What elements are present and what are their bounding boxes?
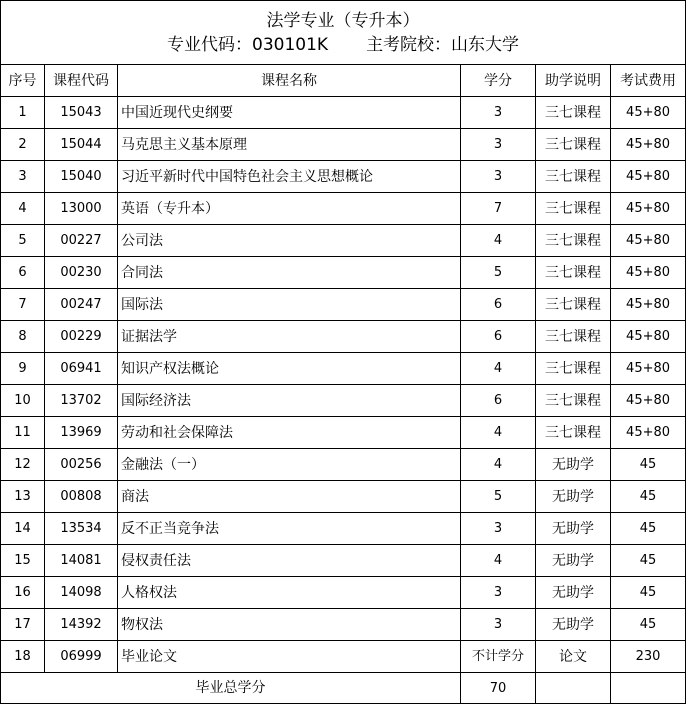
table-row bbox=[1, 513, 686, 545]
cell-seq: 18 bbox=[1, 641, 45, 673]
cell-code: 15044 bbox=[45, 129, 118, 161]
cell-seq: 14 bbox=[1, 513, 45, 545]
cell-code: 13534 bbox=[45, 513, 118, 545]
cell-note: 三七课程 bbox=[536, 257, 611, 289]
table-row bbox=[1, 289, 686, 321]
cell-credit: 3 bbox=[461, 161, 536, 193]
cell-fee: 45+80 bbox=[611, 257, 686, 289]
cell-fee: 45 bbox=[611, 481, 686, 513]
cell-note: 无助学 bbox=[536, 513, 611, 545]
cell-seq: 7 bbox=[1, 289, 45, 321]
cell-seq: 1 bbox=[1, 97, 45, 129]
cell-code: 00256 bbox=[45, 449, 118, 481]
header-code: 课程代码 bbox=[45, 65, 118, 97]
cell-note: 无助学 bbox=[536, 481, 611, 513]
cell-note: 三七课程 bbox=[536, 97, 611, 129]
cell-credit: 3 bbox=[461, 577, 536, 609]
cell-name: 反不正当竞争法 bbox=[118, 513, 461, 545]
cell-note: 三七课程 bbox=[536, 417, 611, 449]
cell-code: 13702 bbox=[45, 385, 118, 417]
cell-name: 马克思主义基本原理 bbox=[118, 129, 461, 161]
cell-credit: 6 bbox=[461, 385, 536, 417]
table-row bbox=[1, 321, 686, 353]
table-row bbox=[1, 353, 686, 385]
cell-fee: 45+80 bbox=[611, 353, 686, 385]
cell-name: 知识产权法概论 bbox=[118, 353, 461, 385]
cell-name: 侵权责任法 bbox=[118, 545, 461, 577]
table-row bbox=[1, 545, 686, 577]
table-row bbox=[1, 225, 686, 257]
cell-note: 三七课程 bbox=[536, 353, 611, 385]
major-code: 专业代码：030101K bbox=[167, 34, 329, 55]
cell-seq: 4 bbox=[1, 193, 45, 225]
cell-note: 三七课程 bbox=[536, 385, 611, 417]
cell-note: 无助学 bbox=[536, 545, 611, 577]
cell-fee: 45+80 bbox=[611, 289, 686, 321]
cell-code: 13000 bbox=[45, 193, 118, 225]
cell-fee: 45+80 bbox=[611, 129, 686, 161]
cell-code: 15043 bbox=[45, 97, 118, 129]
title-cell bbox=[1, 1, 686, 65]
cell-fee: 45 bbox=[611, 545, 686, 577]
header-row bbox=[1, 65, 686, 97]
total-value: 70 bbox=[461, 673, 536, 704]
cell-credit: 不计学分 bbox=[461, 641, 536, 673]
table-row bbox=[1, 481, 686, 513]
page-title: 法学专业（专升本） bbox=[266, 10, 420, 31]
cell-seq: 2 bbox=[1, 129, 45, 161]
cell-seq: 16 bbox=[1, 577, 45, 609]
cell-credit: 7 bbox=[461, 193, 536, 225]
cell-code: 00229 bbox=[45, 321, 118, 353]
cell-note: 三七课程 bbox=[536, 129, 611, 161]
cell-fee: 45+80 bbox=[611, 161, 686, 193]
cell-fee: 45 bbox=[611, 609, 686, 641]
header-fee: 考试费用 bbox=[611, 65, 686, 97]
empty-cell bbox=[611, 673, 686, 704]
empty-cell bbox=[536, 673, 611, 704]
table-row bbox=[1, 97, 686, 129]
cell-credit: 6 bbox=[461, 321, 536, 353]
cell-name: 公司法 bbox=[118, 225, 461, 257]
cell-fee: 230 bbox=[611, 641, 686, 673]
cell-name: 英语（专升本） bbox=[118, 193, 461, 225]
cell-credit: 4 bbox=[461, 225, 536, 257]
cell-seq: 8 bbox=[1, 321, 45, 353]
cell-code: 06999 bbox=[45, 641, 118, 673]
cell-credit: 4 bbox=[461, 417, 536, 449]
cell-fee: 45+80 bbox=[611, 417, 686, 449]
cell-name: 商法 bbox=[118, 481, 461, 513]
cell-code: 06941 bbox=[45, 353, 118, 385]
cell-code: 15040 bbox=[45, 161, 118, 193]
cell-credit: 3 bbox=[461, 129, 536, 161]
cell-name: 国际经济法 bbox=[118, 385, 461, 417]
cell-credit: 3 bbox=[461, 513, 536, 545]
cell-name: 合同法 bbox=[118, 257, 461, 289]
cell-name: 中国近现代史纲要 bbox=[118, 97, 461, 129]
cell-seq: 3 bbox=[1, 161, 45, 193]
cell-fee: 45+80 bbox=[611, 193, 686, 225]
cell-seq: 11 bbox=[1, 417, 45, 449]
cell-credit: 3 bbox=[461, 609, 536, 641]
cell-seq: 13 bbox=[1, 481, 45, 513]
cell-note: 无助学 bbox=[536, 609, 611, 641]
cell-code: 14081 bbox=[45, 545, 118, 577]
cell-note: 无助学 bbox=[536, 449, 611, 481]
cell-credit: 3 bbox=[461, 97, 536, 129]
cell-note: 三七课程 bbox=[536, 321, 611, 353]
cell-name: 金融法（一） bbox=[118, 449, 461, 481]
cell-name: 国际法 bbox=[118, 289, 461, 321]
cell-code: 00808 bbox=[45, 481, 118, 513]
table-row bbox=[1, 193, 686, 225]
total-label: 毕业总学分 bbox=[1, 673, 461, 704]
cell-code: 00227 bbox=[45, 225, 118, 257]
cell-fee: 45+80 bbox=[611, 385, 686, 417]
cell-fee: 45+80 bbox=[611, 97, 686, 129]
cell-name: 物权法 bbox=[118, 609, 461, 641]
cell-name: 人格权法 bbox=[118, 577, 461, 609]
cell-credit: 6 bbox=[461, 289, 536, 321]
cell-seq: 10 bbox=[1, 385, 45, 417]
cell-code: 13969 bbox=[45, 417, 118, 449]
table-row bbox=[1, 129, 686, 161]
table-row bbox=[1, 609, 686, 641]
table-row bbox=[1, 385, 686, 417]
table-row bbox=[1, 449, 686, 481]
cell-note: 无助学 bbox=[536, 577, 611, 609]
cell-seq: 6 bbox=[1, 257, 45, 289]
table-row bbox=[1, 257, 686, 289]
table-row bbox=[1, 577, 686, 609]
table-row bbox=[1, 641, 686, 673]
cell-code: 00247 bbox=[45, 289, 118, 321]
cell-credit: 4 bbox=[461, 449, 536, 481]
cell-name: 证据法学 bbox=[118, 321, 461, 353]
header-note: 助学说明 bbox=[536, 65, 611, 97]
cell-code: 00230 bbox=[45, 257, 118, 289]
table-row bbox=[1, 161, 686, 193]
table-row bbox=[1, 417, 686, 449]
cell-fee: 45+80 bbox=[611, 225, 686, 257]
cell-note: 三七课程 bbox=[536, 289, 611, 321]
host-school: 主考院校：山东大学 bbox=[366, 34, 520, 55]
header-seq: 序号 bbox=[1, 65, 45, 97]
cell-code: 14098 bbox=[45, 577, 118, 609]
cell-name: 毕业论文 bbox=[118, 641, 461, 673]
cell-credit: 4 bbox=[461, 545, 536, 577]
cell-fee: 45 bbox=[611, 577, 686, 609]
cell-note: 三七课程 bbox=[536, 193, 611, 225]
cell-seq: 12 bbox=[1, 449, 45, 481]
subtitle bbox=[1, 33, 685, 57]
cell-seq: 17 bbox=[1, 609, 45, 641]
cell-code: 14392 bbox=[45, 609, 118, 641]
cell-note: 三七课程 bbox=[536, 225, 611, 257]
cell-name: 习近平新时代中国特色社会主义思想概论 bbox=[118, 161, 461, 193]
cell-credit: 4 bbox=[461, 353, 536, 385]
cell-seq: 5 bbox=[1, 225, 45, 257]
cell-fee: 45 bbox=[611, 513, 686, 545]
total-row bbox=[1, 673, 686, 704]
header-credit: 学分 bbox=[461, 65, 536, 97]
cell-name: 劳动和社会保障法 bbox=[118, 417, 461, 449]
cell-fee: 45 bbox=[611, 449, 686, 481]
cell-credit: 5 bbox=[461, 481, 536, 513]
cell-fee: 45+80 bbox=[611, 321, 686, 353]
cell-note: 论文 bbox=[536, 641, 611, 673]
cell-seq: 9 bbox=[1, 353, 45, 385]
title-row bbox=[1, 1, 686, 65]
header-name: 课程名称 bbox=[118, 65, 461, 97]
cell-credit: 5 bbox=[461, 257, 536, 289]
cell-seq: 15 bbox=[1, 545, 45, 577]
cell-note: 三七课程 bbox=[536, 161, 611, 193]
